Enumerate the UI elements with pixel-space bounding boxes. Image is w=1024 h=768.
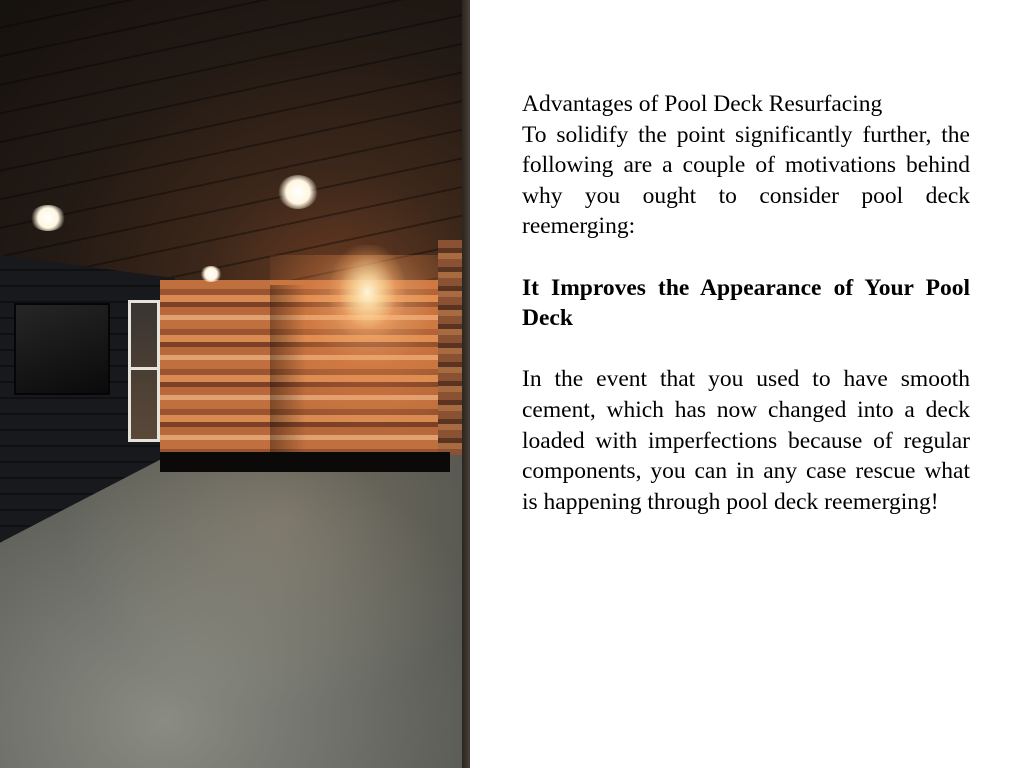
room-photo	[0, 0, 470, 768]
photo-tv	[14, 303, 110, 395]
ceiling-light	[30, 205, 66, 231]
intro-paragraph: To solidify the point significantly further, the following are a couple of motivations behind why you ought to consider pool deck reemerging:	[522, 121, 970, 240]
paragraph-spacer	[522, 334, 970, 365]
slide-title: Advantages of Pool Deck Resurfacing	[522, 91, 883, 117]
photo-baseboard	[160, 452, 450, 472]
ceiling-light	[200, 266, 222, 282]
photo-chandelier	[330, 245, 405, 340]
subheading: It Improves the Appearance of Your Pool Deck	[522, 274, 970, 332]
text-column	[522, 89, 970, 517]
photo-wall-corner	[270, 285, 306, 470]
ceiling-light	[278, 175, 318, 209]
body-paragraph: In the event that you used to have smooth cement, which has now changed into a deck loaded with imperfections because of regular components, you can in any case rescue what is happening through pool deck reemerging!	[522, 366, 970, 515]
photo-edge	[462, 0, 470, 768]
photo-window	[128, 300, 160, 442]
paragraph-spacer	[522, 242, 970, 273]
